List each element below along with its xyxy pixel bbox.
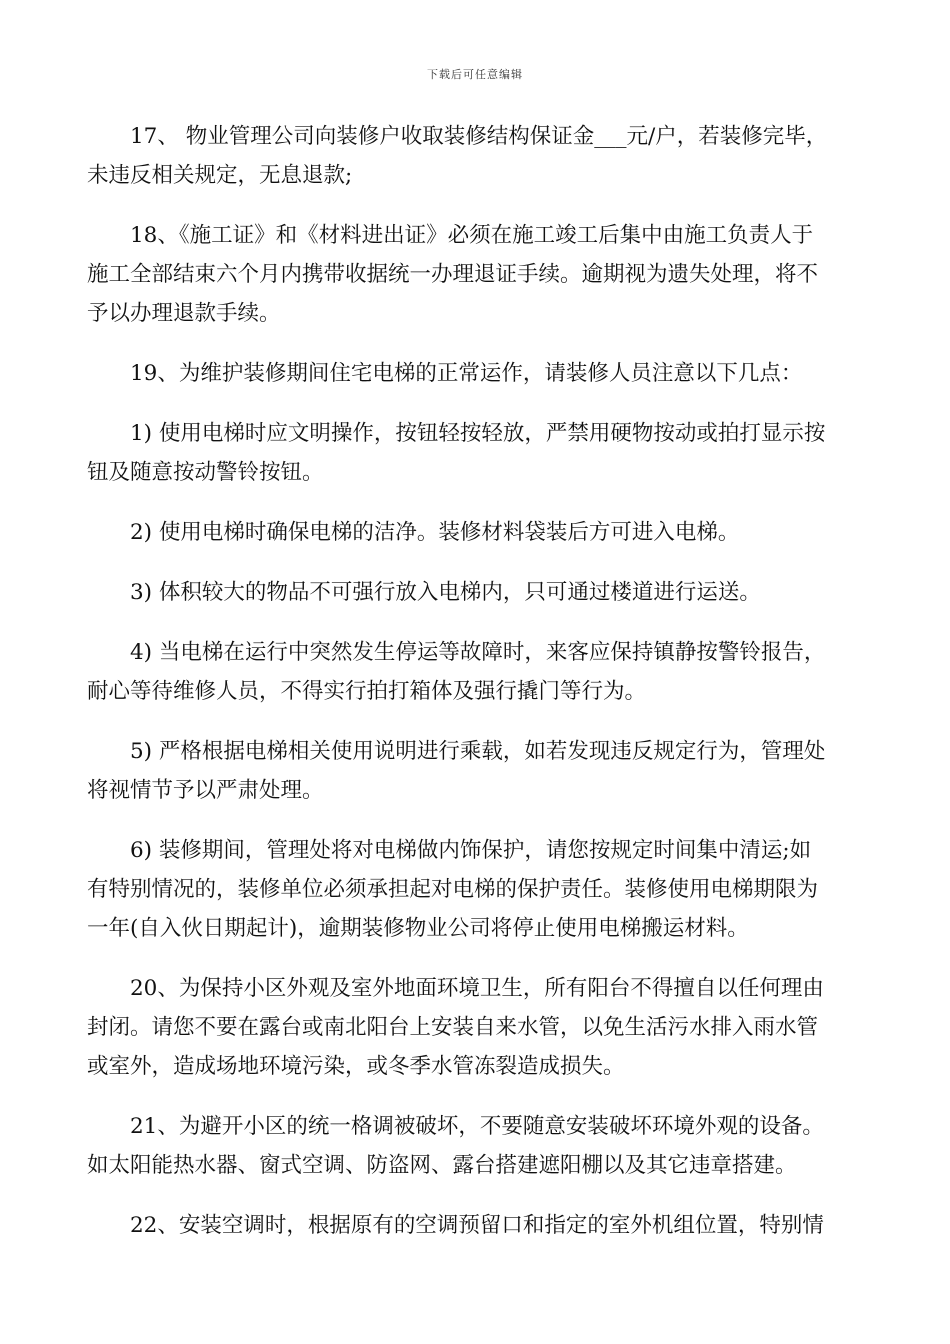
paragraph-line: 6) 装修期间，管理处将对电梯做内饰保护，请您按规定时间集中清运;如 xyxy=(130,838,812,863)
paragraph-line: 或室外，造成场地环境污染，或冬季水管冻裂造成损失。 xyxy=(87,1054,625,1079)
paragraph-p19 xyxy=(87,354,862,393)
paragraph-line: 18、《施工证》和《材料进出证》必须在施工竣工后集中由施工负责人于 xyxy=(130,223,814,248)
paragraph-p18 xyxy=(87,216,862,333)
paragraph-p21 xyxy=(87,1107,862,1185)
paragraph-line: 有特别情况的，装修单位必须承担起对电梯的保护责任。装修使用电梯期限为 xyxy=(87,877,819,902)
paragraph-p19-5 xyxy=(87,732,862,810)
paragraph-p20 xyxy=(87,969,862,1086)
paragraph-line: 4) 当电梯在运行中突然发生停运等故障时，来客应保持镇静按警铃报告， xyxy=(130,640,826,665)
paragraph-line: 施工全部结束六个月内携带收据统一办理退证手续。逾期视为遗失处理，将不 xyxy=(87,262,819,287)
paragraph-line: 2) 使用电梯时确保电梯的洁净。装修材料袋装后方可进入电梯。 xyxy=(130,520,740,545)
document-body xyxy=(87,117,862,1266)
paragraph-line: 予以办理退款手续。 xyxy=(87,301,281,326)
paragraph-p19-1 xyxy=(87,414,862,492)
paragraph-line: 5) 严格根据电梯相关使用说明进行乘载，如若发现违反规定行为，管理处 xyxy=(130,739,826,764)
paragraph-line: 17、 物业管理公司向装修户收取装修结构保证金___元/户，若装修完毕， xyxy=(130,124,828,149)
paragraph-line: 如太阳能热水器、窗式空调、防盗网、露台搭建遮阳棚以及其它违章搭建。 xyxy=(87,1153,797,1178)
paragraph-p19-6 xyxy=(87,831,862,948)
paragraph-p22 xyxy=(87,1206,862,1245)
paragraph-line: 将视情节予以严肃处理。 xyxy=(87,778,324,803)
paragraph-line: 钮及随意按动警铃按钮。 xyxy=(87,460,324,485)
paragraph-line: 22、安装空调时，根据原有的空调预留口和指定的室外机组位置，特别情 xyxy=(130,1213,824,1238)
paragraph-p17 xyxy=(87,117,862,195)
paragraph-line: 3) 体积较大的物品不可强行放入电梯内，只可通过楼道进行运送。 xyxy=(130,580,761,605)
paragraph-line: 21、为避开小区的统一格调被破坏，不要随意安装破坏环境外观的设备。 xyxy=(130,1114,824,1139)
paragraph-p19-4 xyxy=(87,633,862,711)
paragraph-line: 19、为维护装修期间住宅电梯的正常运作，请装修人员注意以下几点： xyxy=(130,361,803,386)
paragraph-line: 一年(自入伙日期起计)，逾期装修物业公司将停止使用电梯搬运材料。 xyxy=(87,916,749,941)
paragraph-line: 未违反相关规定，无息退款; xyxy=(87,163,353,188)
paragraph-line: 20、为保持小区外观及室外地面环境卫生，所有阳台不得擅自以任何理由 xyxy=(130,976,824,1001)
paragraph-line: 1) 使用电梯时应文明操作，按钮轻按轻放，严禁用硬物按动或拍打显示按 xyxy=(130,421,826,446)
paragraph-p19-3 xyxy=(87,573,862,612)
paragraph-p19-2 xyxy=(87,513,862,552)
paragraph-line: 封闭。请您不要在露台或南北阳台上安装自来水管，以免生活污水排入雨水管 xyxy=(87,1015,819,1040)
paragraph-line: 耐心等待维修人员，不得实行拍打箱体及强行撬门等行为。 xyxy=(87,679,647,704)
page-header: 下载后可任意编辑 xyxy=(427,68,523,81)
